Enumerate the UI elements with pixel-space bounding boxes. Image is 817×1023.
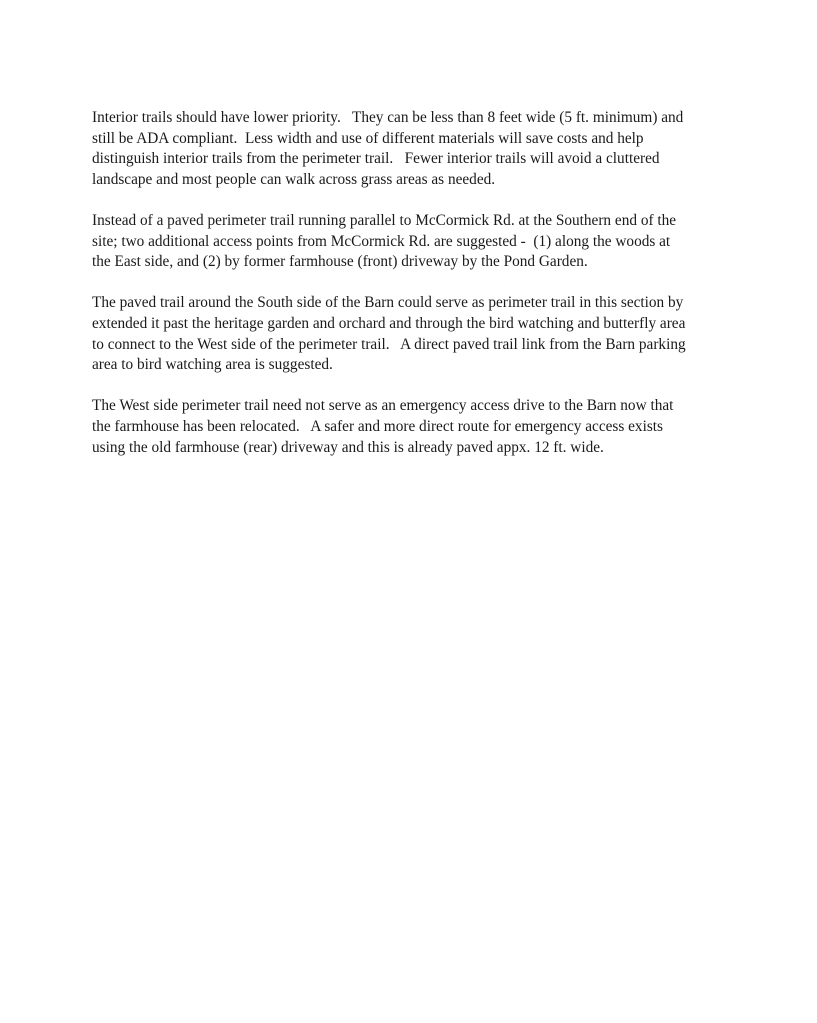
text-line: distinguish interior trails from the perimeter trail. Fewer interior trails will avoid a cluttered	[92, 150, 660, 168]
document-body	[92, 108, 732, 479]
text-line: to connect to the West side of the perimeter trail. A direct paved trail link from the Barn parking	[92, 335, 686, 353]
text-line: Instead of a paved perimeter trail running parallel to McCormick Rd. at the Southern end of the	[92, 211, 677, 229]
text-line: the East side, and (2) by former farmhouse (front) driveway by the Pond Garden.	[92, 253, 588, 271]
text-line: using the old farmhouse (rear) driveway and this is already paved appx. 12 ft. wide.	[92, 438, 604, 456]
text-line: The paved trail around the South side of the Barn could serve as perimeter trail in this section by	[92, 294, 684, 312]
paragraph-south-barn-trail	[92, 293, 732, 375]
text-line: still be ADA compliant. Less width and use of different materials will save costs and help	[92, 129, 644, 147]
text-line: site; two additional access points from McCormick Rd. are suggested - (1) along the woods at	[92, 232, 671, 250]
text-line: The West side perimeter trail need not serve as an emergency access drive to the Barn now that	[92, 397, 674, 415]
text-line: the farmhouse has been relocated. A safer and more direct route for emergency access exists	[92, 417, 663, 435]
text-line: Interior trails should have lower priority. They can be less than 8 feet wide (5 ft. minimum) and	[92, 109, 684, 126]
paragraph-interior-trails	[92, 108, 732, 190]
text-line: area to bird watching area is suggested.	[92, 356, 333, 374]
text-line: landscape and most people can walk across grass areas as needed.	[92, 170, 496, 188]
text-line: extended it past the heritage garden and orchard and through the bird watching and butterfly area	[92, 314, 686, 332]
paragraph-emergency-access	[92, 396, 732, 458]
paragraph-access-points	[92, 211, 732, 273]
